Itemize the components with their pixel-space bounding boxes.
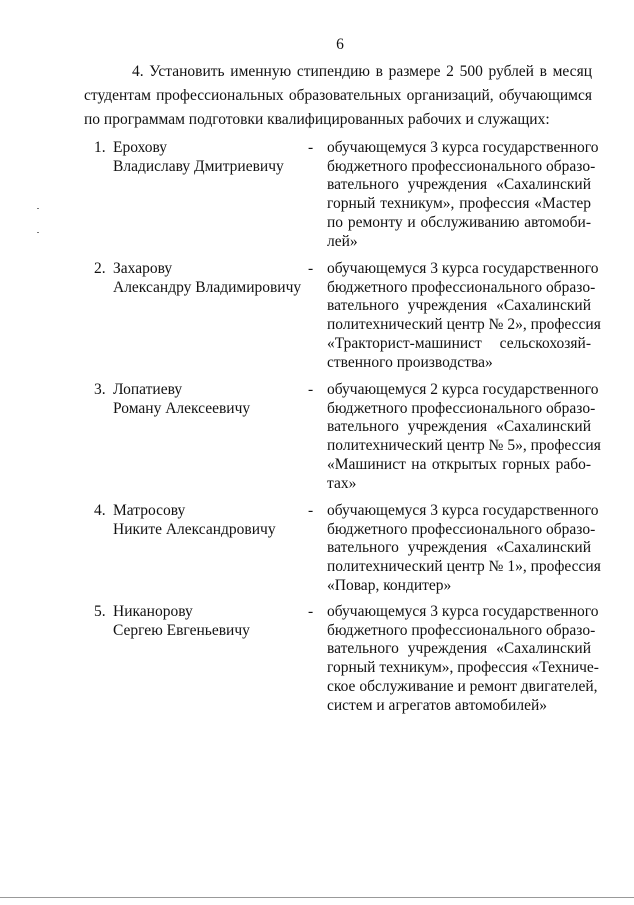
scan-speck bbox=[37, 232, 39, 233]
student-description bbox=[327, 381, 601, 493]
student-name bbox=[113, 260, 303, 297]
description-line: «Тракторист-машинист сельскохозяй- bbox=[327, 334, 591, 352]
student-name bbox=[113, 603, 303, 640]
intro-line: по программам подготовки квалифицированных рабочих и служащих: bbox=[84, 111, 550, 128]
description-line: по ремонту и обслуживанию автомоби- bbox=[327, 213, 591, 231]
student-description bbox=[327, 603, 599, 715]
student-given-names: Никите Александровичу bbox=[113, 520, 276, 538]
description-line: вательного учреждения «Сахалинский bbox=[327, 176, 591, 194]
student-surname: Захарову bbox=[113, 260, 173, 277]
description-line: вательного учреждения «Сахалинский bbox=[327, 640, 591, 658]
entry-number: 1. bbox=[94, 139, 106, 156]
description-line: вательного учреждения «Сахалинский bbox=[327, 418, 591, 436]
student-surname: Лопатиеву bbox=[113, 381, 183, 398]
student-name bbox=[113, 381, 303, 418]
entry-number: 3. bbox=[94, 381, 106, 398]
description-line: обучающемуся 3 курса государственного bbox=[327, 603, 599, 620]
description-line: обучающемуся 2 курса государственного bbox=[327, 381, 599, 398]
description-line: «Повар, кондитер» bbox=[327, 576, 452, 594]
description-line: тах» bbox=[327, 474, 357, 492]
page-number: 6 bbox=[336, 36, 344, 53]
description-line: «Машинист на открытых горных рабо- bbox=[327, 455, 591, 473]
intro-line: 4. Установить именную стипендию в размере 2 500 рублей в месяц bbox=[132, 63, 592, 80]
scan-speck bbox=[37, 208, 39, 209]
entry-dash: - bbox=[308, 139, 314, 156]
student-given-names: Владиславу Дмитриевичу bbox=[113, 157, 284, 175]
description-line: систем и агрегатов автомобилей» bbox=[327, 696, 548, 714]
student-surname: Ерохову bbox=[113, 139, 168, 156]
entry-dash: - bbox=[308, 502, 314, 519]
entry-number: 2. bbox=[94, 260, 106, 277]
student-name bbox=[113, 139, 303, 176]
description-line: лей» bbox=[327, 232, 358, 250]
description-line: ственного производства» bbox=[327, 353, 493, 371]
student-given-names: Александру Владимировичу bbox=[113, 278, 302, 296]
description-line: горный техникум», профессия «Техниче- bbox=[327, 659, 599, 677]
description-line: обучающемуся 3 курса государственного bbox=[327, 139, 599, 156]
page-bottom-edge bbox=[0, 897, 634, 898]
description-line: горный техникум», профессия «Мастер bbox=[327, 195, 591, 213]
description-line: бюджетного профессионального образо- bbox=[327, 399, 596, 417]
description-line: политехнический центр № 2», профессия bbox=[327, 316, 601, 334]
student-name bbox=[113, 502, 303, 539]
intro-line: студентам профессиональных образовательных организаций, обучающимся bbox=[84, 87, 592, 104]
description-line: вательного учреждения «Сахалинский bbox=[327, 539, 591, 557]
student-description bbox=[327, 502, 601, 596]
description-line: бюджетного профессионального образо- bbox=[327, 621, 596, 639]
entry-dash: - bbox=[308, 603, 314, 620]
student-description bbox=[327, 260, 601, 372]
description-line: вательного учреждения «Сахалинский bbox=[327, 297, 591, 315]
description-line: политехнический центр № 5», профессия bbox=[327, 437, 601, 455]
student-given-names: Сергею Евгеньевичу bbox=[113, 621, 250, 639]
description-line: обучающемуся 3 курса государственного bbox=[327, 260, 599, 277]
entry-number: 5. bbox=[94, 603, 106, 620]
entry-number: 4. bbox=[94, 502, 106, 519]
entry-dash: - bbox=[308, 260, 314, 277]
student-given-names: Роману Алексеевичу bbox=[113, 399, 251, 417]
description-line: бюджетного профессионального образо- bbox=[327, 278, 596, 296]
description-line: бюджетного профессионального образо- bbox=[327, 157, 596, 175]
description-line: ское обслуживание и ремонт двигателей, bbox=[327, 677, 598, 695]
description-line: политехнический центр № 1», профессия bbox=[327, 558, 601, 576]
student-surname: Матросову bbox=[113, 502, 186, 519]
description-line: бюджетного профессионального образо- bbox=[327, 520, 596, 538]
entry-dash: - bbox=[308, 381, 314, 398]
intro-paragraph bbox=[84, 60, 592, 132]
student-surname: Никанорову bbox=[113, 603, 193, 620]
student-description bbox=[327, 139, 599, 251]
description-line: обучающемуся 3 курса государственного bbox=[327, 502, 599, 519]
